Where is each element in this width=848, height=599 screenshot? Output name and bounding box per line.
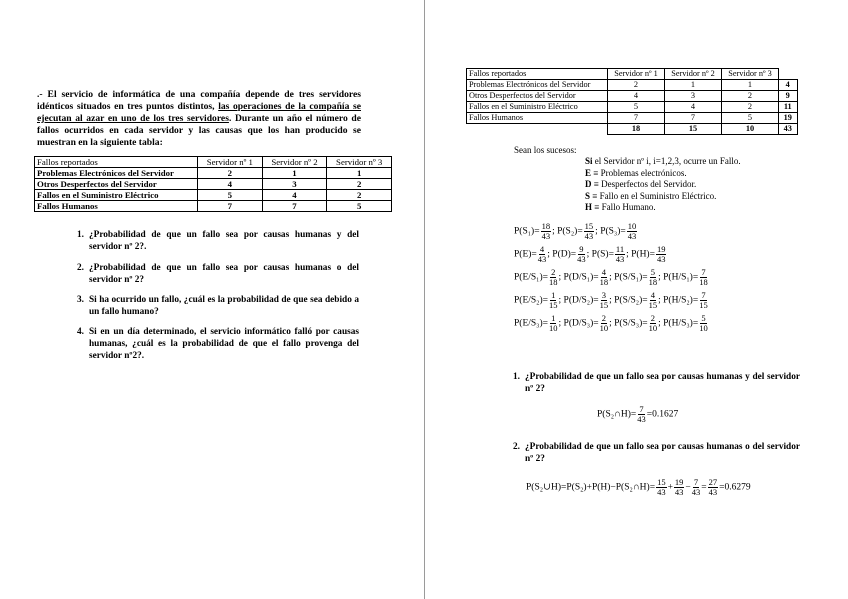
event-text: ≡ Desperfectos del Servidor. [593,179,697,189]
fraction-numerator: 5 [650,267,655,277]
statement-part1: El servicio de informática de una compañía depende de tres servidores idénticos situados en tres puntos distintos, [37,89,361,112]
fraction-denominator: 43 [541,231,551,241]
row-total: 19 [779,113,798,124]
fraction-numerator: 1 [551,290,556,300]
probability-label: P(S/S₂) [614,295,643,306]
formula-lhs: P(S₂∪H)=P(S₂)+P(H)−P(S₂∩H)= [526,482,656,493]
fraction-numerator: 15 [657,477,666,487]
probability-label: P(E/S₁) [514,272,543,283]
event-text: ≡ Fallo Humano. [594,202,656,212]
question-number: 3. [77,295,84,305]
table-cell: 5 [608,102,665,113]
table-cell: 4 [198,179,263,190]
fraction-numerator: 3 [601,290,606,300]
table-cell: Fallos en el Suministro Eléctrico [35,190,198,201]
fraction-numerator: 11 [615,244,625,254]
table-cell: 5 [327,201,392,212]
table-cell: 1 [327,168,392,179]
grand-total: 43 [779,124,798,135]
question-number: 4. [77,327,84,337]
operator: = [701,482,707,493]
fraction-denominator: 10 [599,323,609,333]
table-cell: 2 [327,190,392,201]
probability-label: P(S₂) [557,226,578,237]
events-list [585,156,805,214]
fraction-numerator: 5 [701,313,706,323]
probability-label: P(H/S₁) [663,272,693,283]
fraction-denominator: 18 [699,277,708,287]
table-cell: 7 [665,113,722,124]
fraction-denominator: 15 [599,300,609,310]
fraction-denominator: 10 [648,323,658,333]
table-cell: 2 [327,179,392,190]
fraction [577,245,586,264]
question-text: ¿Probabilidad de que un fallo sea por causas humanas y del servidor nº 2? [525,372,800,394]
fraction-denominator: 43 [577,254,586,264]
fraction-denominator: 43 [537,254,547,264]
fraction-denominator: 18 [599,277,609,287]
fraction-numerator: 2 [551,267,556,277]
column-total: 10 [722,124,779,135]
table-cell: 4 [262,190,327,201]
fraction [549,314,558,333]
table-cell: 2 [722,91,779,102]
table-header: Fallos reportados [467,69,608,80]
fraction-denominator: 43 [615,254,625,264]
totals-row [467,124,798,135]
table-row [35,190,392,201]
fraction [692,478,701,497]
probability-label: P(E) [514,249,532,260]
fraction-numerator: 7 [701,290,706,300]
table-cell [467,124,608,135]
event-item [585,202,805,214]
table-header: Servidor nº 2 [262,157,327,168]
operator: − [685,482,691,493]
question-text: Si en un día determinado, el servicio informático falló por causas humanas, ¿cuál es la probabilidad de que el fallo provenga del servidor nº2?. [89,327,359,361]
table-cell: Fallos Humanos [35,201,198,212]
fraction [584,222,595,241]
fraction-numerator: 19 [656,244,666,254]
fraction-denominator: 15 [648,300,658,310]
table-header: Fallos reportados [35,157,198,168]
formula-lhs: P(S₂∩H)= [597,409,637,420]
failures-table [34,156,392,212]
fraction-numerator: 4 [539,244,545,254]
fraction-numerator: 7 [693,477,699,487]
fraction [699,314,708,333]
probability-label: P(H) [631,249,650,260]
fraction-denominator: 15 [549,300,558,310]
table-header: Servidor nº 1 [198,157,263,168]
probability-label: P(D/S₃) [563,318,594,329]
fraction-denominator: 10 [699,323,708,333]
table-cell: 2 [198,168,263,179]
probability-row: P(E/S₂)= $\frac{1}{15}$ ; P(D/S₂)= $\frac{3}{15}$ ; P(S/S₂)= $\frac{4}{15}$ ; P(H/S₂)= $\frac{7}{15}$ [514,290,708,310]
fraction [699,268,708,287]
fraction-numerator: 15 [584,221,594,231]
event-text: ≡ Fallo en el Suministro Eléctrico. [592,190,717,201]
operator: + [667,482,673,493]
statement-part2: . Durante un año el número de fallos ocurridos en cada servidor y las causas que los han producido se muestran en la siguiente tabla: [37,113,362,148]
fraction-denominator: 43 [637,414,646,424]
table-cell: 3 [665,91,722,102]
fraction-numerator: 2 [650,313,655,323]
fraction-numerator: 18 [541,221,551,231]
probability-label: P(H/S₂) [663,295,693,306]
table-header: Servidor nº 3 [722,69,779,80]
probability-label: P(D) [552,249,571,260]
fraction [656,478,667,497]
row-total: 11 [779,102,798,113]
table-cell: Otros Desperfectos del Servidor [467,91,608,102]
table-cell: 7 [262,201,327,212]
question-text: ¿Probabilidad de que un fallo sea por causas humanas o del servidor nº 2? [89,263,359,285]
probability-row: P(E/S₁)= $\frac{2}{18}$ ; P(D/S₁)= $\frac{4}{18}$ ; P(S/S₁)= $\frac{5}{18}$ ; P(H/S₁)= $\frac{7}{18}$ [514,267,708,287]
probability-label: P(S₁) [514,226,535,237]
fraction-denominator: 43 [691,487,701,497]
question-number: 1. [77,230,84,240]
fraction [649,314,658,333]
fraction [649,291,658,310]
fraction-numerator: 1 [551,313,556,323]
table-row [35,179,392,190]
fraction-denominator: 18 [549,277,558,287]
table-row [467,80,798,91]
formula-result: =0.1627 [646,409,679,420]
fraction-numerator: 2 [601,313,606,323]
fraction-numerator: 9 [579,244,584,254]
event-text: el Servidor nº i, i=1,2,3, ocurre un Fallo. [594,156,741,166]
fraction-numerator: 19 [674,477,684,487]
event-item [585,156,805,168]
fraction-denominator: 43 [674,487,684,497]
probability-row: P(E)= $\frac{4}{43}$ ; P(D)= $\frac{9}{43}$ ; P(S)= $\frac{11}{43}$ ; P(H)= $\frac{19}{43}$ [514,244,666,264]
table-cell: Fallos en el Suministro Eléctrico [467,102,608,113]
probability-label: P(S₃) [600,226,621,237]
table-cell: 7 [198,201,263,212]
fraction-denominator: 43 [627,231,637,241]
problem-statement [37,89,361,149]
probability-row: P(E/S₃)= $\frac{1}{10}$ ; P(D/S₃)= $\frac{2}{10}$ ; P(S/S₃)= $\frac{2}{10}$ ; P(H/S₃)= $\frac{5}{10}$ [514,313,708,333]
table-header-row [35,157,392,168]
table-cell: 2 [722,102,779,113]
fraction-denominator: 43 [708,487,718,497]
probability-label: P(S/S₃) [614,318,643,329]
fraction [674,478,685,497]
question-number: 2. [513,442,520,452]
fraction-numerator: 7 [701,267,706,277]
table-cell: 1 [665,80,722,91]
table-row [467,113,798,124]
fraction-numerator: 7 [639,404,644,414]
table-header [779,69,798,80]
fraction-denominator: 18 [648,277,658,287]
table-row [35,201,392,212]
fraction-denominator: 15 [699,300,708,310]
fraction [699,291,708,310]
table-cell: 4 [665,102,722,113]
event-symbol: Si [585,156,593,166]
table-cell: 3 [262,179,327,190]
fraction-denominator: 43 [656,254,666,264]
probability-label: P(S/S₁) [614,272,643,283]
table-cell: Problemas Electrónicos del Servidor [35,168,198,179]
question-text: ¿Probabilidad de que un fallo sea por causas humanas o del servidor nº 2? [525,442,800,464]
fraction [600,268,609,287]
answer-1-formula [597,405,678,424]
fraction [627,222,638,241]
probability-row: P(S₁)= $\frac{18}{43}$ ; P(S₂)= $\frac{15}{43}$ ; P(S₃)= $\frac{10}{43}$ [514,221,637,241]
event-symbol: E [585,167,592,178]
table-cell: 2 [608,80,665,91]
row-total: 4 [779,80,798,91]
event-symbol: D [585,179,592,189]
event-symbol: S [585,190,591,201]
events-intro: Sean los sucesos: [514,145,577,155]
event-item [585,168,805,180]
fraction [656,245,667,264]
fraction [649,268,658,287]
question-number: 1. [513,372,520,382]
table-header: Servidor nº 3 [327,157,392,168]
table-row [35,168,392,179]
fraction-denominator: 43 [584,231,594,241]
table-cell: 5 [722,113,779,124]
fraction-numerator: 4 [601,267,606,277]
table-cell: Fallos Humanos [467,113,608,124]
table-cell: 1 [262,168,327,179]
table-header: Servidor nº 2 [665,69,722,80]
statement-prefix: .- [37,89,43,100]
fraction [637,405,646,424]
table-header-row [467,69,798,80]
event-text: ≡ Problemas electrónicos. [593,167,687,178]
fraction [600,314,609,333]
table-cell: 1 [722,80,779,91]
failures-table-totals [466,68,798,135]
probability-label: P(E/S₃) [514,318,543,329]
table-cell: Problemas Electrónicos del Servidor [467,80,608,91]
table-row [467,102,798,113]
question-text: ¿Probabilidad de que un fallo sea por causas humanas y del servidor nº 2?. [89,230,359,252]
column-total: 18 [608,124,665,135]
table-row [467,91,798,102]
table-header: Servidor nº 1 [608,69,665,80]
fraction-numerator: 27 [708,477,718,487]
fraction [541,222,552,241]
probability-label: P(S) [591,249,609,260]
statement-underlined: las operaciones de la compañía se ejecutan al azar en uno de los tres servidores [37,101,361,124]
event-item [585,191,805,203]
answer-2-formula [526,478,751,497]
probability-label: P(D/S₂) [563,295,594,306]
column-total: 15 [665,124,722,135]
probability-label: P(D/S₁) [563,272,594,283]
table-cell: 5 [198,190,263,201]
fraction [549,268,558,287]
fraction-denominator: 43 [657,487,666,497]
table-cell: Otros Desperfectos del Servidor [35,179,198,190]
right-page [425,0,848,599]
fraction [615,245,625,264]
row-total: 9 [779,91,798,102]
question-text: Si ha ocurrido un fallo, ¿cuál es la probabilidad de que sea debido a un fallo humano? [89,295,359,317]
table-cell: 7 [608,113,665,124]
table-cell: 4 [608,91,665,102]
question-number: 2. [77,263,84,273]
probability-label: P(E/S₂) [514,295,543,306]
fraction [549,291,558,310]
probability-label: P(H/S₃) [663,318,693,329]
fraction-numerator: 4 [650,290,655,300]
fraction [600,291,609,310]
fraction [708,478,719,497]
formula-result: =0.6279 [719,482,751,493]
fraction-denominator: 10 [549,323,558,333]
event-symbol: H [585,202,593,212]
fraction [538,245,547,264]
event-item [585,179,805,191]
fraction-numerator: 10 [627,221,637,231]
